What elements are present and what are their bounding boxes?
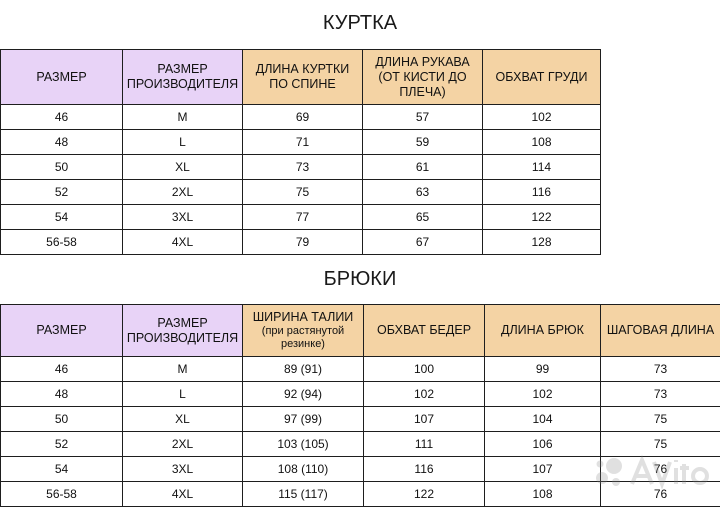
hips-cell: 107 — [364, 407, 485, 432]
hips-cell: 102 — [364, 382, 485, 407]
size-cell: 54 — [1, 457, 123, 482]
pants-header-waist-label: ШИРИНА ТАЛИИ — [253, 310, 354, 324]
waist-cell: 89 (91) — [243, 357, 364, 382]
table-row — [1, 357, 720, 382]
mfr-size-cell: 4XL — [123, 482, 243, 507]
table-row — [1, 105, 601, 130]
mfr-size-cell: 2XL — [123, 180, 243, 205]
table-row — [1, 407, 720, 432]
table-row — [1, 155, 601, 180]
size-cell: 52 — [1, 180, 123, 205]
mfr-size-cell: XL — [123, 155, 243, 180]
sleeve-cell: 63 — [363, 180, 483, 205]
mfr-size-cell: 4XL — [123, 230, 243, 255]
size-cell: 54 — [1, 205, 123, 230]
length-cell: 79 — [243, 230, 363, 255]
hips-cell: 122 — [364, 482, 485, 507]
length-cell: 71 — [243, 130, 363, 155]
inseam-cell: 75 — [601, 407, 720, 432]
jacket-header-sleeve: ДЛИНА РУКАВА (ОТ КИСТИ ДО ПЛЕЧА) — [363, 50, 483, 105]
sleeve-cell: 67 — [363, 230, 483, 255]
pants-header-hips: ОБХВАТ БЕДЕР — [364, 305, 485, 357]
pants-header-mfr-size: РАЗМЕР ПРОИЗВОДИТЕЛЯ — [123, 305, 243, 357]
table-row — [1, 230, 601, 255]
inseam-cell: 76 — [601, 457, 720, 482]
mfr-size-cell: 2XL — [123, 432, 243, 457]
pants-header-size: РАЗМЕР — [1, 305, 123, 357]
size-cell: 46 — [1, 357, 123, 382]
hips-cell: 111 — [364, 432, 485, 457]
size-cell: 56-58 — [1, 230, 123, 255]
length-cell: 73 — [243, 155, 363, 180]
size-cell: 46 — [1, 105, 123, 130]
inseam-cell: 73 — [601, 382, 720, 407]
length-cell: 69 — [243, 105, 363, 130]
size-cell: 56-58 — [1, 482, 123, 507]
pants-header-length: ДЛИНА БРЮК — [485, 305, 601, 357]
waist-cell: 103 (105) — [243, 432, 364, 457]
length-cell: 75 — [243, 180, 363, 205]
sleeve-cell: 57 — [363, 105, 483, 130]
table-row — [1, 205, 601, 230]
hips-cell: 116 — [364, 457, 485, 482]
waist-cell: 115 (117) — [243, 482, 364, 507]
chest-cell: 102 — [483, 105, 601, 130]
mfr-size-cell: L — [123, 382, 243, 407]
hips-cell: 100 — [364, 357, 485, 382]
length-cell: 77 — [243, 205, 363, 230]
pants-header-inseam: ШАГОВАЯ ДЛИНА — [601, 305, 720, 357]
chest-cell: 122 — [483, 205, 601, 230]
size-cell: 52 — [1, 432, 123, 457]
size-cell: 50 — [1, 155, 123, 180]
chest-cell: 108 — [483, 130, 601, 155]
chest-cell: 116 — [483, 180, 601, 205]
length-cell: 107 — [485, 457, 601, 482]
jacket-title: КУРТКА — [0, 12, 720, 35]
length-cell: 104 — [485, 407, 601, 432]
jacket-header-length: ДЛИНА КУРТКИ ПО СПИНЕ — [243, 50, 363, 105]
chest-cell: 114 — [483, 155, 601, 180]
size-cell: 48 — [1, 382, 123, 407]
jacket-header-row — [1, 50, 601, 105]
length-cell: 99 — [485, 357, 601, 382]
pants-header-row — [1, 305, 720, 357]
table-row — [1, 130, 601, 155]
length-cell: 108 — [485, 482, 601, 507]
mfr-size-cell: 3XL — [123, 457, 243, 482]
chest-cell: 128 — [483, 230, 601, 255]
table-row — [1, 382, 720, 407]
pants-title: БРЮКИ — [0, 268, 720, 291]
jacket-header-chest: ОБХВАТ ГРУДИ — [483, 50, 601, 105]
inseam-cell: 75 — [601, 432, 720, 457]
mfr-size-cell: M — [123, 357, 243, 382]
size-cell: 48 — [1, 130, 123, 155]
pants-header-waist — [243, 305, 364, 357]
mfr-size-cell: M — [123, 105, 243, 130]
waist-cell: 108 (110) — [243, 457, 364, 482]
sleeve-cell: 61 — [363, 155, 483, 180]
jacket-header-mfr-size: РАЗМЕР ПРОИЗВОДИТЕЛЯ — [123, 50, 243, 105]
size-cell: 50 — [1, 407, 123, 432]
jacket-size-table — [0, 49, 601, 255]
jacket-header-size: РАЗМЕР — [1, 50, 123, 105]
table-row — [1, 180, 601, 205]
mfr-size-cell: XL — [123, 407, 243, 432]
sleeve-cell: 65 — [363, 205, 483, 230]
waist-cell: 97 (99) — [243, 407, 364, 432]
mfr-size-cell: 3XL — [123, 205, 243, 230]
length-cell: 102 — [485, 382, 601, 407]
sleeve-cell: 59 — [363, 130, 483, 155]
mfr-size-cell: L — [123, 130, 243, 155]
pants-header-waist-note: (при растянутой резинке) — [245, 325, 361, 351]
inseam-cell: 76 — [601, 482, 720, 507]
inseam-cell: 73 — [601, 357, 720, 382]
length-cell: 106 — [485, 432, 601, 457]
avito-logo-icon — [592, 452, 712, 492]
waist-cell: 92 (94) — [243, 382, 364, 407]
